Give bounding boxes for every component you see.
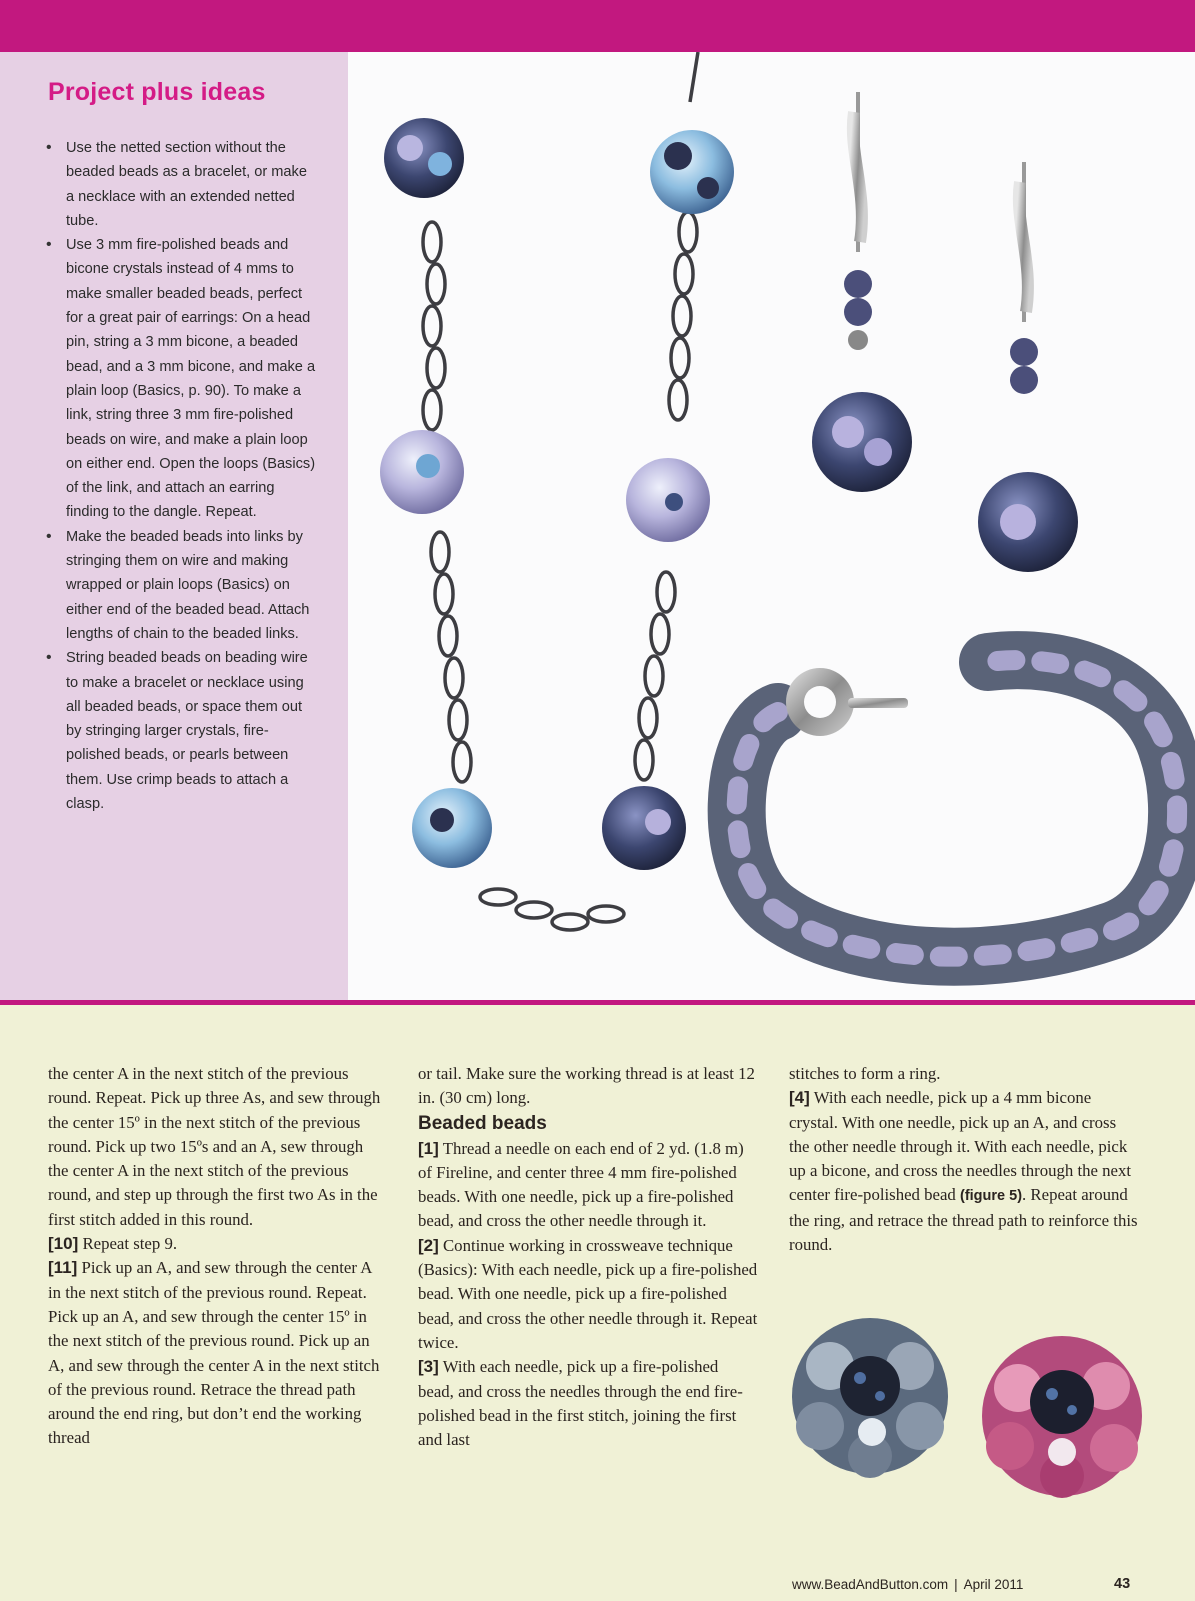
idea-item: • Use 3 mm fire-polished beads and bicone crystals instead of 4 mms to make smaller beaded beads, perfect for a great pair of earrings: On a head pin, string a 3 mm bicone, a beaded bead, and a 3 mm bicone, and make a plain loop (Basics, p. 90). To make a link, string three 3 mm fire-polished beads on wire, and make a plain loop on either end. Open the loops (Basics) of the link, and attach an earring finding to the dangle. Repeat.: [38, 233, 318, 525]
step-text: Continue working in crossweave technique (Basics): With each needle, pick up a fire-polished bead. With one needle, pick up a fire-polished bead, and cross the other needle through it. Repeat twice.: [418, 1235, 758, 1352]
step-number: [10]: [48, 1234, 79, 1254]
continued-paragraph: or tail. Make sure the working thread is at least 12 in. (30 cm) long.: [418, 1064, 755, 1108]
step-number: [2]: [418, 1235, 439, 1255]
step-number: [1]: [418, 1138, 439, 1158]
idea-item: • Make the beaded beads into links by stringing them on wire and making wrapped or plain loops (Basics) on either end of the beaded bead. Attach lengths of chain to the beaded links.: [38, 525, 318, 646]
step-text: Repeat step 9.: [82, 1234, 178, 1254]
necklace-beaded-beads: [380, 118, 734, 870]
website: www.BeadAndButton.com: [792, 1577, 949, 1592]
dark-beaded-bead: [792, 1318, 948, 1478]
jewelry-photo: [348, 52, 1195, 1002]
pink-beaded-bead: [982, 1336, 1142, 1498]
article-column-1: [48, 1062, 383, 1451]
step-text: Thread a needle on each end of 2 yd. (1.8 m) of Fireline, and center three 4 mm fire-polished beads. With one needle, pick up a fire-polished bead, and cross the other needle through it.: [418, 1138, 744, 1231]
figure-reference: (figure 5): [960, 1188, 1023, 1205]
bracelet: [737, 660, 1177, 957]
issue-date: April 2011: [963, 1577, 1024, 1592]
sidebar-title: Project plus ideas: [48, 78, 266, 106]
page-number: 43: [1114, 1576, 1131, 1592]
sample-beads-photo: [780, 1306, 1150, 1506]
sidebar-ideas-list: [38, 136, 318, 816]
section-divider: [0, 1000, 1195, 1005]
continued-paragraph: stitches to form a ring.: [789, 1064, 941, 1083]
step-text: With each needle, pick up a 4 mm bicone crystal. With one needle, pick up an A, and cross the other needle through it. With each needle, pick up a bicone, and cross the needles through the next center fire-polished bead: [789, 1088, 1132, 1205]
article-column-3: [789, 1062, 1139, 1257]
jewelry-photo-area: [348, 52, 1195, 1002]
section-heading: Beaded beads: [418, 1112, 547, 1134]
page-footer: www.BeadAndButton.com | April 2011: [792, 1577, 1024, 1592]
continued-paragraph: the center A in the next stitch of the previous round. Repeat. Pick up three As, and sew through the center 15º in the next stitch of the previous round. Pick up two 15ºs and an A, sew through the center A in the next stitch of the previous round, and step up through the first two As in the first stitch added in this round.: [48, 1064, 381, 1229]
top-magenta-bar: [0, 0, 1195, 52]
step-11: [48, 1256, 383, 1450]
step-number: [3]: [418, 1357, 439, 1377]
step-3: [418, 1355, 758, 1452]
step-number: [11]: [48, 1258, 78, 1278]
idea-item: • String beaded beads on beading wire to make a bracelet or necklace using all beaded beads, or space them out by stringing larger crystals, fire-polished beads, or pearls between them. Use crimp beads to attach a clasp.: [38, 646, 318, 816]
article-column-2: [418, 1062, 758, 1452]
step-text: Pick up an A, and sew through the center A in the next stitch of the previous round. Repeat. Pick up an A, and sew through the center 15º in the next stitch of the previous round. Pick up an A, and sew through the center A in the next stitch of the previous round. Retrace the thread path around the end ring, but don’t end the working thread: [48, 1258, 380, 1448]
earrings: [812, 92, 1078, 572]
step-text: . Repeat around the ring, and retrace the thread path to reinforce this round.: [789, 1185, 1138, 1255]
step-10: [48, 1232, 383, 1256]
step-number: [4]: [789, 1088, 810, 1108]
step-text: With each needle, pick up a fire-polished bead, and cross the needles through the end fire-polished bead in the first stitch, joining the first and last: [418, 1357, 743, 1450]
step-2: [418, 1234, 758, 1355]
step-1: [418, 1137, 758, 1234]
idea-item: • Use the netted section without the beaded beads as a bracelet, or make a necklace with an extended netted tube.: [38, 136, 318, 233]
step-4: [789, 1086, 1139, 1257]
